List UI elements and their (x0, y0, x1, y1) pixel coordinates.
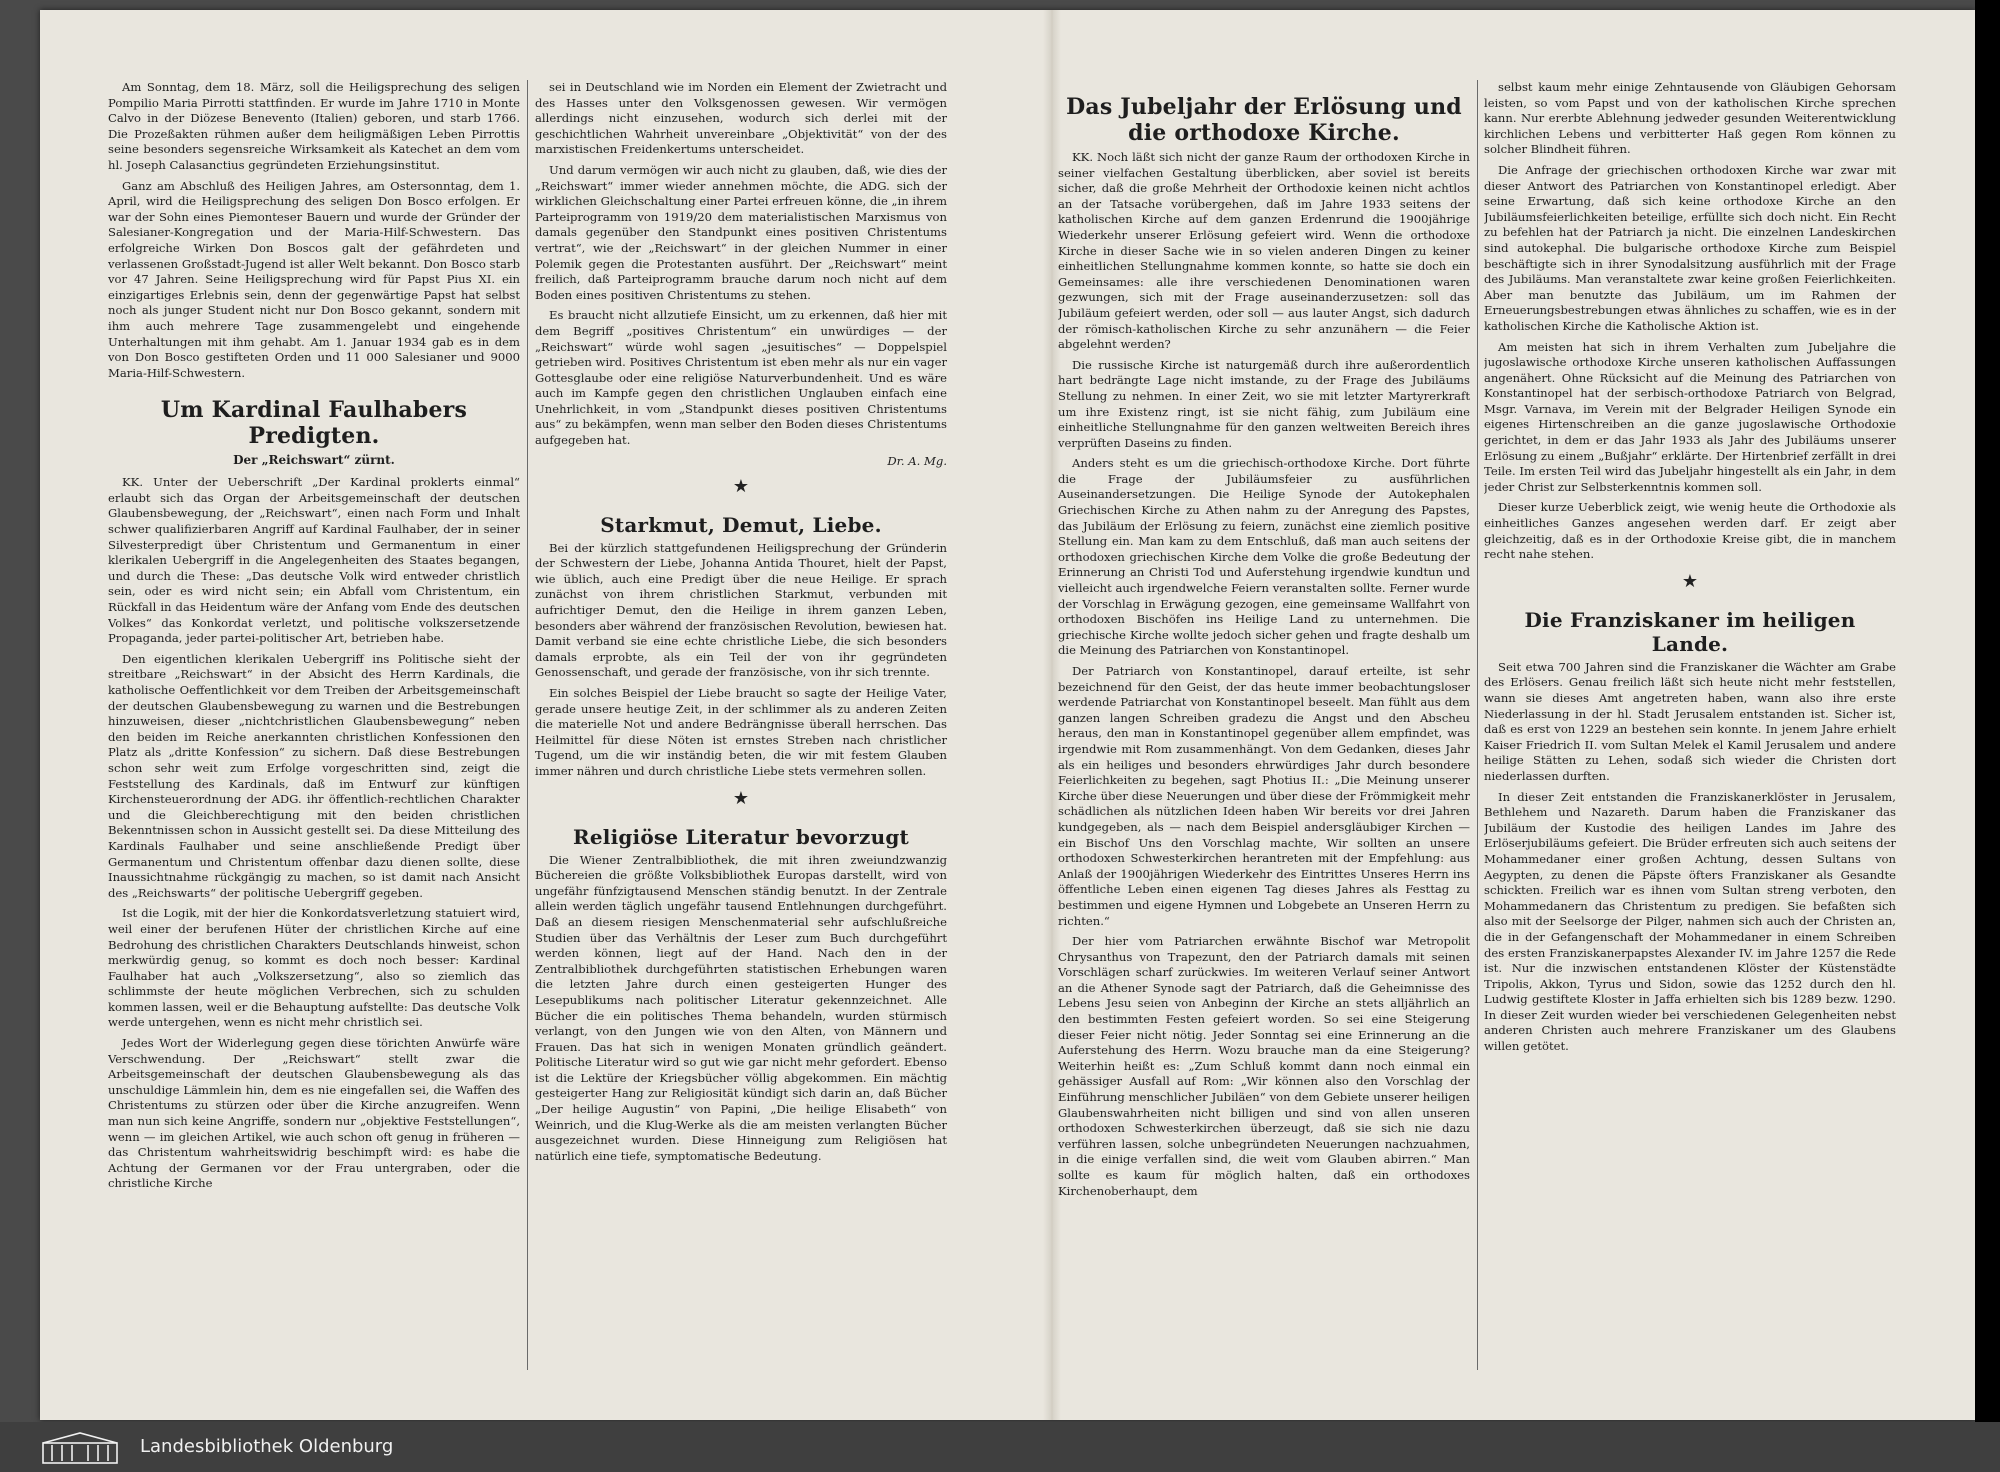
paragraph: Ein solches Beispiel der Liebe braucht so sagte der Heilige Vater, gerade unsere heutige Zeit, in der schlimmer als zu anderen Zeiten die materielle Not und andere Bedrängnisse überall herrschen. Das Heilmittel für diese Nöten ist ernstes Streben nach christlicher Tugend, um die wir inständig beten, die wir mit festem Glauben immer nähren und durch christliche Liebe stets vermehren sollen. (535, 686, 947, 778)
author-signature: Dr. A. Mg. (887, 453, 947, 468)
paragraph: Dieser kurze Ueberblick zeigt, wie wenig heute die Orthodoxie als einheitliches Ganzes angesehen werden darf. Er zeigt aber gleichzeitig, daß es in der Orthodoxie Kreise gibt, die in manchem recht nahe stehen. (1484, 500, 1896, 562)
headline-jubeljahr: Das Jubeljahr der Erlösung und die orthodoxe Kirche. (1066, 94, 1462, 146)
paragraph: selbst kaum mehr einige Zehntausende von Gläubigen Gehorsam leisten, so vom Papst und von der katholischen Kirche sprechen kann. Nur ererbte Ablehnung jedweder gesunden Weiterentwicklung kirchlichen Lebens und verbitterter Haß gegen Rom können zu solcher Blindheit führen. (1484, 80, 1896, 157)
column-rule (527, 80, 528, 1370)
star-separator-icon: ★ (732, 475, 750, 497)
paragraph: Anders steht es um die griechisch-orthodoxe Kirche. Dort führte die Frage der Jubiläumsfeier zu ausführlichen Auseinandersetzungen. Die Heilige Synode der Autokephalen Griechischen Kirche zu Athen nahm zu der Anregung des Papstes, das Jubiläum der Erlösung zu feiern, zunächst eine ziemlich positive Stellung ein. Man kam zu dem Entschluß, daß man auch seitens der orthodoxen griechischen Kirche dem Volke die große Bedeutung der Erinnerung an Christi Tod und Auferstehung irgendwie kundtun und vielleicht auch irgendwelche Feiern veranstalten sollte. Ferner wurde der Vorschlag in Erwägung gezogen, eine gemeinsame Wallfahrt von orthodoxen Bischöfen ins Heilige Land zu unternehmen. Die griechische Kirche wollte jedoch sicher gehen und fragte deshalb um die Meinung des Patriarchen von Konstantinopel. (1058, 456, 1470, 658)
headline-starkmut: Starkmut, Demut, Liebe. (600, 512, 882, 537)
paragraph: sei in Deutschland wie im Norden ein Element der Zwietracht und des Hasses unter den Volksgenossen gewesen. Wir vermögen allerdings nicht einzusehen, wodurch sich derlei mit der geschichtlichen Wahrheit unvereinbare „Objektivität“ von der des marxistischen Freidenkertums unterscheidet. (535, 80, 947, 157)
paragraph: Seit etwa 700 Jahren sind die Franziskaner die Wächter am Grabe des Erlösers. Genau freilich läßt sich heute nicht mehr feststellen, wann sie dieses Amt angetreten haben, wann also ihre erste Niederlassung in der hl. Stadt Jerusalem entstanden ist. Sicher ist, daß es erst von 1229 an bestehen sein konnte. In jenem Jahre erhielt Kaiser Friedrich II. vom Sultan Melek el Kamil Jerusalem und andere heilige Stätten zu Lehen, sodaß sich wieder die Christen dort niederlassen durften. (1484, 659, 1896, 783)
headline-faulhaber: Um Kardinal Faulhabers Predigten. (160, 397, 468, 450)
paragraph: Die Wiener Zentralbibliothek, die mit ihren zweiundzwanzig Büchereien die größte Volksbibliothek Europas darstellt, wird von ungefähr fünfzigtausend Menschen ständig benutzt. In der Zentrale allein werden täglich ungefähr tausend Entlehnungen durchgeführt. Daß an diesem riesigen Menschenmaterial sehr aufschlußreiche Studien über das Verhältnis der Leser zum Buch durchgeführt werden können, liegt auf der Hand. Nach den in der Zentralbibliothek durchgeführten statistischen Erhebungen waren die letzten Jahre durch einen gesteigerten Hunger des Lesepublikums nach politischer Literatur gekennzeichnet. Alle Bücher die ein politisches Thema behandeln, wurden stürmisch verlangt, von den Jungen wie von den Alten, von Männern und Frauen. Das hat sich in wenigen Monaten gründlich geändert. Politische Literatur wird so gut wie gar nicht mehr gefordert. Ebenso ist die Lektüre der Kriegsbücher völlig abgekommen. Ein mächtig gesteigerter Hang zur Religiosität kündigt sich darin an, daß Bücher „Der heilige Augustin“ von Papini, „Die heilige Elisabeth“ von Weinrich, und die Klug-Werke als die am meisten verlangten Bücher ausgezeichnet wurden. Diese Hinneigung zum Religiösen hat natürlich eine tiefe, symptomatische Bedeutung. (535, 852, 947, 1163)
paragraph: Der hier vom Patriarchen erwähnte Bischof war Metropolit Chrysanthus von Trapezunt, den der Patriarch damals mit seinen Vorschlägen scharf zurückwies. Im weiteren Verlauf seiner Antwort an die Athener Synode sagt der Patriarch, daß die Geheimnisse des Lebens Jesu seien von Anbeginn der Kirche an stets alljährlich an den bestimmten Festen gefeiert worden. So sei eine Steigerung dieser Feier nicht nötig. Jeder Sonntag sei eine Erinnerung an die Auferstehung des Herrn. Wozu brauche man da eine Steigerung? Weiterhin heißt es: „Zum Schluß kommt dann noch einmal ein gehässiger Ausfall auf Rom: „Wir können also den Vorschlag der Einführung menschlicher Jubiläen“ von dem Gebiete unserer heiligen Glaubenswahrheiten nicht billigen und sind von allen unseren orthodoxen Schwesterkirchen überzeugt, daß sie sich nie dazu verführen lassen, solche unbegründeten Neuerungen nachzuahmen, in die einige verfallen sind, die weit vom Glauben abirren.“ Man sollte es kaum für möglich halten, daß ein orthodoxes Kirchenoberhaupt, dem (1058, 934, 1470, 1198)
article-column-2 (535, 80, 947, 1370)
paragraph: Den eigentlichen klerikalen Uebergriff ins Politische sieht der streitbare „Reichswart“ in der Absicht des Herrn Kardinals, die katholische Oeffentlichkeit vor dem Treiben der Arbeitsgemeinschaft der deutschen Glaubensbewegung zu warnen und die Bestrebungen hinzuweisen, dieser „nichtchristlichen Glaubensbewegung“ neben den beiden im Reiche anerkannten christlichen Konfessionen den Platz als „dritte Konfession“ zu sichern. Daß diese Bestrebungen schon sehr weit zum Erfolge vorgeschritten sind, zeigt die Feststellung des Kardinals, daß im Entwurf zur künftigen Kirchensteuerordnung der ADG. ihr öffentlich-rechtlichen Charakter und die Gleichberechtigung mit den beiden christlichen Bekenntnissen schon in Aussicht gestellt sei. Da diese Mitteilung des Kardinals Faulhaber und seine anschließende Predigt über Germanentum und Christentum offenbar dazu dienen sollte, diese Inaussichtnahme rückgängig zu machen, so ist damit nach Ansicht des „Reichswarts“ der politische Uebergriff gegeben. (108, 651, 520, 900)
headline-literatur: Religiöse Literatur bevorzugt (573, 824, 909, 849)
star-separator-icon: ★ (1681, 570, 1699, 592)
paragraph: Und darum vermögen wir auch nicht zu glauben, daß, wie dies der „Reichswart“ immer wieder annehmen möchte, die ADG. sich der wirklichen Gleichschaltung einer Partei erfreuen könne, die „in ihrem Parteiprogramm von 1919/20 dem materialistischen Marxismus von damals gegenüber den Standpunkt eines positiven Christentums vertrat“, wie der „Reichswart“ in der gleichen Nummer in einer Polemik gegen die Protestanten ausführt. Der „Reichswart“ meint freilich, daß Parteiprogramm brauche darum noch nicht auf dem Boden eines positiven Christentums zu stehen. (535, 162, 947, 302)
library-name: Landesbibliothek Oldenburg (140, 1436, 394, 1457)
right-edge-bar (1975, 0, 2000, 1422)
article-column-1 (108, 80, 520, 1370)
paragraph: In dieser Zeit entstanden die Franziskanerklöster in Jerusalem, Bethlehem und Nazareth. Darum haben die Franziskaner das Jubiläum der Kustodie des heiligen Landes im Jahre des Erlöserjubiläums gefeiert. Die Brüder erfreuten sich auch seitens der Mohammedaner einer großen Achtung, dessen Sultans von Aegypten, zu denen die Päpste öfters Franziskaner als Gesandte schickten. Freilich war es ihnen vom Sultan streng verboten, den Mohammedanern das Christentum zu predigen. Sie befaßten sich also mit der Seelsorge der Pilger, nahmen sich auch der Christen an, die in der Gefangenschaft der Mohammedaner in einem Schreiben des ersten Franziskanerpapstes Alexander IV. im Jahre 1257 die Rede ist. Nur die inzwischen entstandenen Klöster der Küstenstädte Tripolis, Akkon, Tyrus und Sidon, sowie das 1252 durch den hl. Ludwig gestiftete Kloster in Jaffa erhielten sich bis 1289 bezw. 1290. In dieser Zeit wurden wieder bei verschiedenen Gelegenheiten nebst anderen Christen auch mehrere Franziskaner um des Glaubens willen getötet. (1484, 789, 1896, 1054)
paragraph: Der Patriarch von Konstantinopel, darauf erteilte, ist sehr bezeichnend für den Geist, der das heute immer beobachtungsloser werdende Patriarchat von Konstantinopel beseelt. Man fühlt aus dem ganzen langen Schreiben gradezu die Angst und den Abscheu heraus, den man in Konstantinopel gegenüber allem empfindet, was irgendwie mit Rom zusammenhängt. Von dem Gedanken, dieses Jahr als ein heiliges und besonders ehrwürdiges Jahr durch besondere Feierlichkeiten zu begehen, sagt Photius II.: „Die Meinung unserer Kirche über diese Neuerungen und über diese der Frömmigkeit mehr schädlichen als nützlichen Ideen haben Wir bereits vor drei Jahren kundgegeben, als — nach dem Beispiel andersgläubiger Kirchen — ein Bischof Uns den Vorschlag machte, Wir sollten an unsere orthodoxen Schwesterkirchen herantreten mit der Empfehlung: aus Anlaß der 1900jährigen Wiederkehr des Eintrittes Unseres Herrn ins öffentliche Leben einen eigenen Tag dieses Jahres als Festtag zu bestimmen und eigene Hymnen und Lobgebete an Unseren Herrn zu richten.“ (1058, 664, 1470, 928)
paragraph: Ist die Logik, mit der hier die Konkordatsverletzung statuiert wird, weil einer der berufenen Hüter der christlichen Kirche auf eine Bedrohung des christlichen Charakters Deutschlands hinweist, schon merkwürdig genug, so kommt es doch noch besser: Kardinal Faulhaber hat auch „Volkszersetzung“, also so ziemlich das schlimmste der heute möglichen Verbrechen, sich zu schulden kommen lassen, weil er die Behauptung aufstellte: Das deutsche Volk werde untergehen, wenn es nicht mehr christlich sei. (108, 906, 520, 1030)
paragraph: KK. Unter der Ueberschrift „Der Kardinal proklerts einmal“ erlaubt sich das Organ der Arbeitsgemeinschaft der deutschen Glaubensbewegung, der „Reichswart“, einen nach Form und Inhalt schwer qualifizierbaren Angriff auf Kardinal Faulhaber, der in seiner Silvesterpredigt über Christentum und Germanentum in einer klerikalen Uebergriff in die Angelegenheiten des Staates begangen, und durch die These: „Das deutsche Volk wird entweder christlich sein, oder es wird nicht sein; ein Abfall vom Christentum, ein Rückfall in das Heidentum wäre der Anfang vom Ende des deutschen Volkes“ das Konkordat verletzt, und politische volkszersetzende Propaganda, jeder partei-politischer Art, betrieben habe. (108, 475, 520, 646)
paragraph: Die Anfrage der griechischen orthodoxen Kirche war zwar mit dieser Antwort des Patriarchen von Konstantinopel erledigt. Aber seine Erwartung, daß sich keine orthodoxe Kirche an den Jubiläumsfeierlichkeiten beteilige, erfüllte sich doch nicht. Ein Recht zu befehlen hat der Patriarch ja nicht. Die einzelnen Landeskirchen sind autokephal. Die bulgarische orthodoxe Kirche zum Beispiel beschäftigte sich in ihrer Synodalsitzung ausführlich mit der Frage des Jubiläums. Man veranstaltete zwar keine großen Feierlichkeiten. Aber man benutzte das Jubiläum, um im Rahmen der Erneuerungsbestrebungen etwas ähnliches zu schaffen, wie es in der katholischen Kirche die Katholische Aktion ist. (1484, 162, 1896, 333)
paragraph: Am Sonntag, dem 18. März, soll die Heiligsprechung des seligen Pompilio Maria Pirrotti stattfinden. Er wurde im Jahre 1710 in Monte Calvo in der Diözese Benevento (Italien) geboren, und starb 1766. Die Prozeßakten rühmen außer dem heiligmäßigen Leben Pirrottis seine besonders segensreiche Wirksamkeit als Katechet an dem vom hl. Joseph Calasanctius gegründeten Erziehungsinstitut. (108, 80, 520, 172)
paragraph: Am meisten hat sich in ihrem Verhalten zum Jubeljahre die jugoslawische orthodoxe Kirche unseren katholischen Auffassungen angenähert. Ohne Rücksicht auf die Meinung des Patriarchen von Konstantinopel hat der serbisch-orthodoxe Patriarch von Belgrad, Msgr. Varnava, im Verein mit der Belgrader Heiligen Synode ein eigenes Hirtenschreiben an die ganze jugoslawische Orthodoxie gerichtet, in dem er das Jahr 1933 als Jahr des Jubiläums unserer Erlösung zu einem „Bußjahr“ erklärte. Der Hirtenbrief zerfällt in drei Teile. Im ersten Teil wird das Jubeljahr hingestellt als ein Jahr, in dem jeder Christ zur Selbsterkenntnis kommen soll. (1484, 339, 1896, 494)
paragraph: Ganz am Abschluß des Heiligen Jahres, am Ostersonntag, dem 1. April, wird die Heiligsprechung des seligen Don Bosco erfolgen. Er war der Sohn eines Piemonteser Bauern und wurde der Gründer der Salesianer-Kongregation und der Maria-Hilf-Schwestern. Das erfolgreiche Wirken Don Boscos galt der gefährdeten und verlassenen Großstadt-Jugend ist aller Welt bekannt. Don Bosco starb vor 47 Jahren. Seine Heiligsprechung wird für Papst Pius XI. ein einzigartiges Erlebnis sein, denn der gegenwärtige Papst hat selbst noch als junger Student nicht nur Don Bosco gekannt, sondern mit ihm auch mehrere Tage zusammengelebt und eingehende Unterhaltungen mit ihm gehabt. Am 1. Januar 1934 gab es in dem von Don Bosco gestifteten Orden und 11 000 Salesianer und 9000 Maria-Hilf-Schwestern. (108, 178, 520, 380)
article-column-3 (1058, 80, 1470, 1370)
article-column-4 (1484, 80, 1896, 1370)
star-separator-icon: ★ (732, 787, 750, 809)
paragraph: Bei der kürzlich stattgefundenen Heiligsprechung der Gründerin der Schwestern der Liebe, Johanna Antida Thouret, hielt der Papst, wie üblich, auch eine Predigt über die neue Heilige. Er sprach zunächst von ihrem christlichen Starkmut, verbunden mit aufrichtiger Demut, den die Heilige in ihrem ganzen Leben, besonders aber während der französischen Revolution, bewiesen hat. Damit verband sie eine echte christliche Liebe, die sich besonders damals erprobte, als ein Teil der von ihr gegründeten Genossenschaft, und gerade der französische, von ihr sich trennte. (535, 540, 947, 680)
paragraph: Die russische Kirche ist naturgemäß durch ihre außerordentlich hart bedrängte Lage nicht imstande, zu der Frage des Jubiläums Stellung zu nehmen. In einer Zeit, wo sie mit letzter Martyrerkraft um ihre Existenz ringt, ist sie nicht fähig, zum Jubiläum eine einheitliche Stellungnahme für den ganzen weltweiten Bereich ihres verprüften Daseins zu finden. (1058, 357, 1470, 450)
paragraph: KK. Noch läßt sich nicht der ganze Raum der orthodoxen Kirche in seiner vielfachen Gestaltung überblicken, aber soviel ist bereits sicher, daß die große Mehrheit der Orthodoxie keinen nicht achtlos an der Tatsache vorübergehen, daß im Jahre 1933 seitens der katholischen Kirche auf dem ganzen Erdenrund die 1900jährige Wiederkehr unserer Erlösung gefeiert wird. Wenn die orthodoxe Kirche in dieser Sache wie in so vielen anderen Dingen zu keiner einheitlichen Stellungnahme kommen konnte, so hatte sie doch ein Gemeinsames: alle ihre verschiedenen Denominationen waren gezwungen, sich mit der Frage auseinanderzusetzen: soll das Jubiläum gefeiert werden, oder soll — aus lauter Angst, sich dadurch der römisch-katholischen Kirche zu sehr anzunähern — die Feier abgelehnt werden? (1058, 150, 1470, 352)
paragraph: Es braucht nicht allzutiefe Einsicht, um zu erkennen, daß hier mit dem Begriff „positives Christentum“ ein unwürdiges — der „Reichswart“ würde wohl sagen „jesuitisches“ — Doppelspiel getrieben wird. Positives Christentum ist eben mehr als nur ein vager Gottesglaube oder eine religiöse Naturverbundenheit. Und es wäre auch im Kampfe gegen den christlichen Unglauben einfach eine Unehrlichkeit, in vom „Standpunkt dieses positiven Christentums aus“ zu bekämpfen, wenn man selber den Boden dieses Christentums aufgegeben hat. (535, 308, 947, 448)
paragraph: Jedes Wort der Widerlegung gegen diese törichten Anwürfe wäre Verschwendung. Der „Reichswart“ stellt zwar die Arbeitsgemeinschaft der deutschen Glaubensbewegung als das unschuldige Lämmlein hin, dem es nie eingefallen sei, die Waffen des Christentums zu stürzen oder über die Kirche anzugreifen. Wenn man nun sich keine Angriffe, sondern nur „objektive Feststellungen“, wenn — im gleichen Artikel, wie auch schon oft genug in früheren — das Christentum wahrheitswidrig beschimpft wird: es habe die Achtung der Germanen vor der Frau untergraben, oder die christliche Kirche (108, 1036, 520, 1191)
column-rule (1477, 80, 1478, 1370)
library-building-logo-icon (40, 1431, 120, 1465)
subheadline: Der „Reichswart“ zürnt. (233, 453, 395, 468)
headline-franziskaner: Die Franziskaner im heiligen Lande. (1524, 607, 1856, 656)
